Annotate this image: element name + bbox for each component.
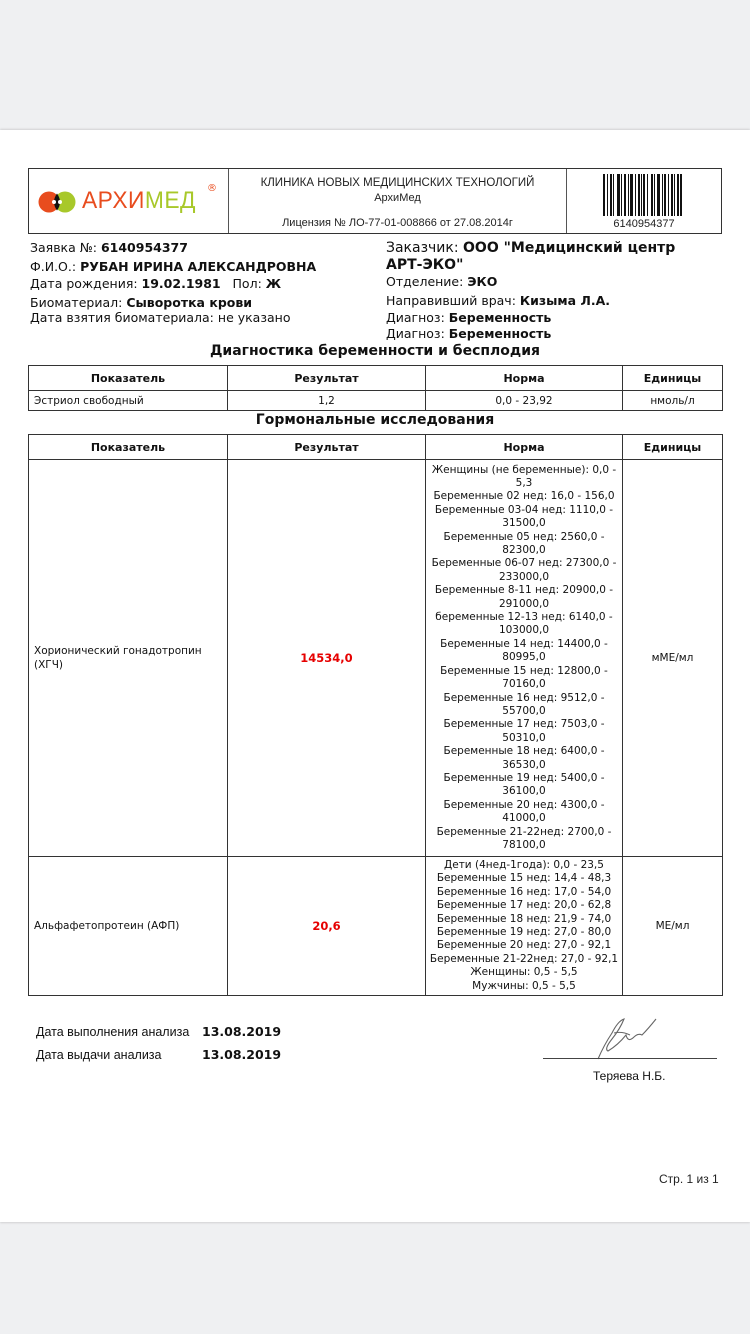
col-result: Результат	[228, 435, 426, 460]
table-row	[29, 391, 723, 411]
norm-line: Беременные 19 нед: 27,0 - 80,0	[436, 926, 612, 939]
clinic-logo	[29, 169, 229, 233]
sample-date	[30, 309, 290, 326]
customer	[386, 240, 675, 274]
indicator-cell: Альфафетопротеин (АФП)	[29, 857, 228, 996]
norm-line: 78100,0	[502, 838, 546, 851]
patient-dob	[30, 275, 281, 292]
dob-value: 19.02.1981	[141, 276, 221, 291]
clinic-short-name: АрхиМед	[374, 192, 421, 204]
diagnosis-value: Беременность	[448, 310, 552, 325]
norm-line: 36530,0	[502, 758, 546, 771]
referring-doctor	[386, 292, 610, 309]
sample-date-label: Дата взятия биоматериала:	[30, 310, 214, 325]
page-number: Стр. 1 из 1	[659, 1172, 719, 1186]
dob-label: Дата рождения:	[30, 276, 138, 291]
norm-line: Мужчины: 0,5 - 5,5	[472, 979, 576, 992]
norm-line: Беременные 18 нед: 6400,0 -	[443, 745, 605, 758]
report-header	[28, 168, 722, 234]
table-header-row	[29, 366, 723, 391]
issued-date-label: Дата выдачи анализа	[36, 1048, 162, 1062]
norm-line: беременные 12-13 нед: 6140,0 -	[435, 611, 613, 624]
hormonal-table	[28, 434, 723, 996]
patient-name	[30, 258, 316, 275]
result-cell: 14534,0	[228, 460, 426, 857]
norm-line: 233000,0	[498, 570, 550, 583]
norm-line: Женщины: 0,5 - 5,5	[470, 966, 578, 979]
archimed-logo-circles-icon	[38, 191, 78, 213]
norm-line: Беременные 20 нед: 27,0 - 92,1	[436, 939, 612, 952]
norm-line: 80995,0	[502, 651, 546, 664]
norm-cell	[426, 857, 623, 996]
norm-line: 70160,0	[502, 678, 546, 691]
norm-line: Беременные 03-04 нед: 1110,0 -	[434, 503, 614, 516]
norm-line: Беременные 18 нед: 21,9 - 74,0	[436, 912, 612, 925]
indicator-cell: Эстриол свободный	[29, 391, 228, 411]
signer-name: Теряева Н.Б.	[593, 1069, 666, 1083]
norm-line: 55700,0	[502, 704, 546, 717]
norm-line: Беременные 20 нед: 4300,0 -	[443, 798, 605, 811]
norm-line: Беременные 17 нед: 7503,0 -	[443, 718, 605, 731]
norm-line: 31500,0	[502, 517, 546, 530]
norm-line: Беременные 16 нед: 17,0 - 54,0	[436, 885, 612, 898]
result-cell: 1,2	[228, 391, 426, 411]
registered-mark: ®	[207, 183, 217, 194]
norm-line: Женщины (не беременные): 0,0 -	[431, 463, 617, 476]
norm-lines	[428, 464, 620, 853]
license: Лицензия № ЛО-77-01-008866 от 27.08.2014г	[282, 217, 513, 229]
order-number	[30, 239, 188, 256]
department-value: ЭКО	[467, 274, 498, 289]
table-row	[29, 460, 723, 857]
table-row	[29, 857, 723, 996]
signature-icon	[590, 1015, 670, 1060]
performed-date-value: 13.08.2019	[202, 1024, 282, 1039]
customer-value: ООО "Медицинский центр	[463, 240, 676, 256]
norm-lines	[428, 859, 620, 993]
barcode-number: 6140954377	[613, 218, 675, 230]
indicator-cell: Хорионический гонадотропин (ХГЧ)	[29, 460, 228, 857]
col-norm: Норма	[426, 366, 623, 391]
norm-line: Беременные 05 нед: 2560,0 -	[443, 530, 605, 543]
issued-date-value: 13.08.2019	[202, 1047, 282, 1062]
norm-line: Беременные 14 нед: 14400,0 -	[440, 637, 608, 650]
sample-date-value: не указано	[217, 310, 291, 325]
doctor-value: Кизыма Л.А.	[519, 293, 610, 308]
customer-label: Заказчик:	[386, 240, 459, 256]
norm-line: 50310,0	[502, 731, 546, 744]
clinic-name: КЛИНИКА НОВЫХ МЕДИЦИНСКИХ ТЕХНОЛОГИЙ	[260, 177, 535, 189]
customer-value-cont: АРТ-ЭКО"	[386, 257, 464, 273]
norm-line: Беременные 15 нед: 14,4 - 48,3	[436, 872, 612, 885]
doctor-label: Направивший врач:	[386, 293, 516, 308]
logo-wordmark: АРХИМЕД	[82, 187, 196, 214]
norm-cell	[426, 460, 623, 857]
diagnosis2-value: Беременность	[448, 326, 552, 341]
diagnosis	[386, 309, 551, 326]
barcode-icon	[603, 174, 689, 216]
name-value: РУБАН ИРИНА АЛЕКСАНДРОВНА	[80, 259, 317, 274]
section-title-hormonal: Гормональные исследования	[255, 412, 495, 428]
document-page	[0, 130, 750, 1222]
col-units: Единицы	[623, 435, 723, 460]
units-cell: МЕ/мл	[623, 857, 723, 996]
norm-line: 291000,0	[498, 597, 550, 610]
order-label: Заявка №:	[30, 240, 97, 255]
norm-line: 36100,0	[502, 785, 546, 798]
col-indicator: Показатель	[29, 435, 228, 460]
norm-line: 103000,0	[498, 624, 550, 637]
norm-line: Беременные 21-22нед: 27,0 - 92,1	[429, 952, 619, 965]
norm-line: 5,3	[515, 477, 533, 490]
col-result: Результат	[228, 366, 426, 391]
diagnosis2-label: Диагноз:	[386, 326, 445, 341]
barcode-cell	[567, 169, 721, 233]
department	[386, 273, 497, 290]
norm-line: Беременные 16 нед: 9512,0 -	[443, 691, 605, 704]
department-label: Отделение:	[386, 274, 464, 289]
performed-date-label: Дата выполнения анализа	[36, 1025, 190, 1039]
norm-line: Дети (4нед-1года): 0,0 - 23,5	[444, 859, 604, 871]
diagnosis-label: Диагноз:	[386, 310, 445, 325]
clinic-info	[229, 169, 567, 233]
col-norm: Норма	[426, 435, 623, 460]
pregnancy-diagnostics-table	[28, 365, 723, 411]
norm-line: Беременные 21-22нед: 2700,0 -	[436, 825, 612, 838]
col-indicator: Показатель	[29, 366, 228, 391]
units-cell: мМЕ/мл	[623, 460, 723, 857]
norm-cell: 0,0 - 23,92	[426, 391, 623, 411]
diagnosis-2	[386, 325, 551, 342]
norm-line: Беременные 15 нед: 12800,0 -	[440, 664, 608, 677]
section-title-pregnancy-diagnostics: Диагностика беременности и бесплодия	[209, 343, 541, 359]
table-header-row	[29, 435, 723, 460]
norm-line: Беременные 02 нед: 16,0 - 156,0	[433, 490, 615, 503]
order-value: 6140954377	[100, 240, 188, 255]
norm-line: Беременные 8-11 нед: 20900,0 -	[434, 584, 614, 597]
units-cell: нмоль/л	[623, 391, 723, 411]
norm-line: 82300,0	[502, 544, 546, 557]
biomaterial-label: Биоматериал:	[30, 295, 123, 310]
name-label: Ф.И.О.:	[30, 259, 77, 274]
norm-line: Беременные 06-07 нед: 27300,0 -	[431, 557, 617, 570]
biomaterial-value: Сыворотка крови	[126, 295, 253, 310]
norm-line: Беременные 19 нед: 5400,0 -	[443, 771, 605, 784]
col-units: Единицы	[623, 366, 723, 391]
result-cell: 20,6	[228, 857, 426, 996]
sex-label: Пол:	[232, 276, 262, 291]
sex-value: Ж	[265, 276, 282, 291]
norm-line: 41000,0	[502, 812, 546, 825]
signature-line	[543, 1058, 717, 1059]
norm-line: Беременные 17 нед: 20,0 - 62,8	[436, 899, 612, 912]
